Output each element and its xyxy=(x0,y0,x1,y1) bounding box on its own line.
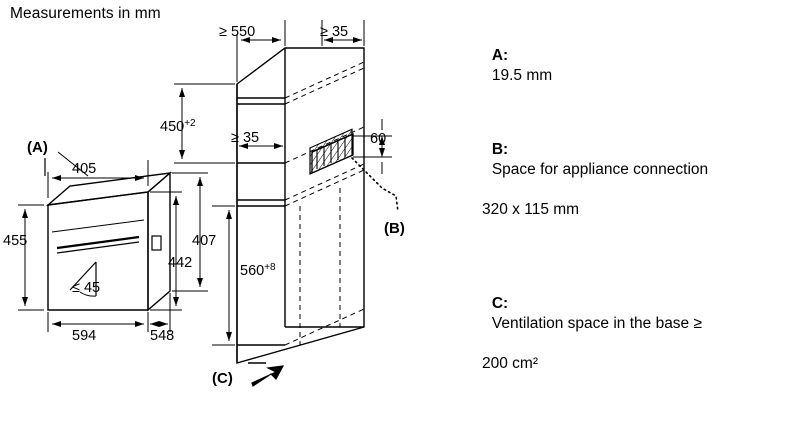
legend-text-b-line2: 320 x 115 mm xyxy=(482,201,580,218)
dim-560-label: $560^{+8}$ xyxy=(240,262,276,279)
legend-key-b: B: xyxy=(491,141,509,158)
legend-item-a xyxy=(466,26,786,106)
legend-text-b: Space for appliance connection xyxy=(491,161,709,178)
niche-hidden-lines xyxy=(285,62,364,345)
legend-key-a: A: xyxy=(491,47,509,64)
marker-b-label: (B) xyxy=(384,220,405,237)
dim-560 xyxy=(212,206,235,345)
legend-item-c xyxy=(466,274,786,414)
dim-35-inner-label: ≥ 35 xyxy=(231,130,260,146)
marker-c-arrow xyxy=(252,366,283,386)
legend-item-b xyxy=(466,120,786,260)
marker-c-label: (C) xyxy=(212,370,233,387)
legend xyxy=(466,26,786,428)
legend-text-a: 19.5 mm xyxy=(491,67,553,84)
dim-455-label: 455 xyxy=(3,233,28,249)
appliance-view xyxy=(48,173,170,310)
dim-550-label: ≥ 550 xyxy=(219,24,256,40)
dim-594 xyxy=(48,312,148,332)
dim-35-top-label: ≥ 35 xyxy=(320,24,349,40)
dim-407-label: 407 xyxy=(192,233,217,249)
dim-60-label: 60 xyxy=(370,131,387,147)
page-title: Measurements in mm xyxy=(10,5,161,22)
dim-442 xyxy=(150,192,182,310)
dim-455 xyxy=(18,205,44,310)
dim-angle-label: ≤ 45 xyxy=(72,280,101,296)
dim-405-label: 405 xyxy=(72,161,97,177)
dim-407 xyxy=(172,173,208,291)
dim-450-label: $450^{+2}$ xyxy=(160,118,196,135)
legend-text-c-line2: 200 cm² xyxy=(482,355,538,372)
marker-a-label: (A) xyxy=(27,139,48,156)
dim-442-label: 442 xyxy=(168,255,193,271)
legend-text-c: Ventilation space in the base ≥ xyxy=(491,315,702,332)
dim-594-label: 594 xyxy=(72,328,97,344)
dim-548 xyxy=(148,293,170,332)
legend-key-c: C: xyxy=(491,295,509,312)
dim-548-label: 548 xyxy=(150,328,175,344)
